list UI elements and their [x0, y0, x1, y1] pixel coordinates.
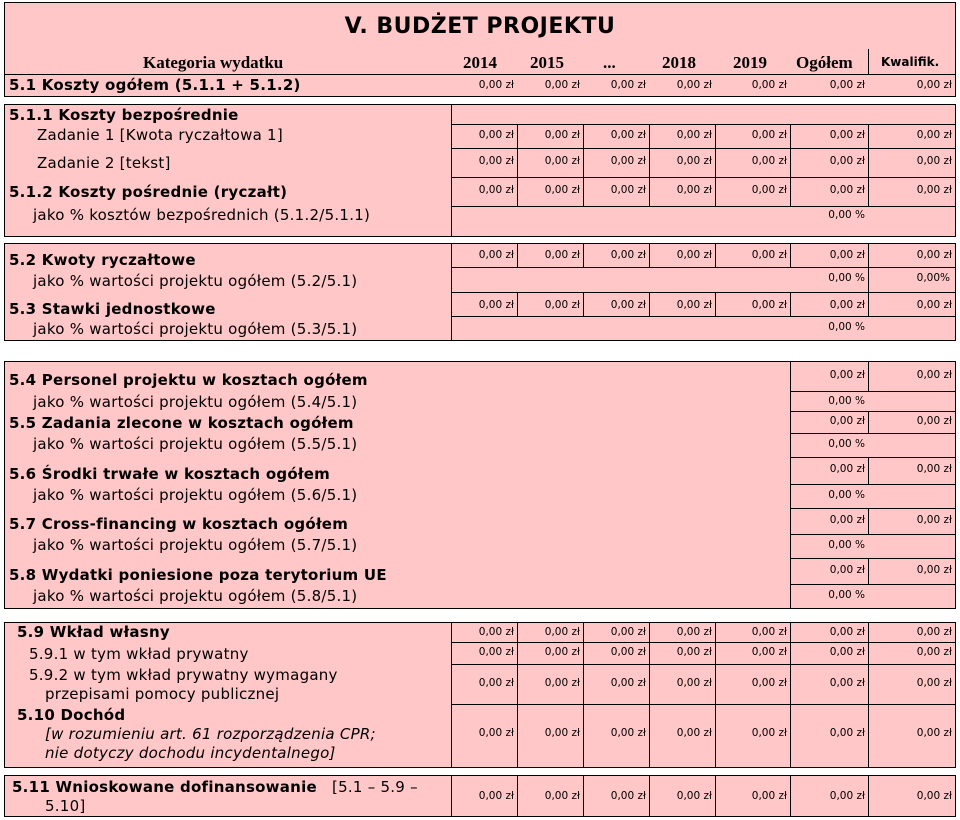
grid-line [790, 411, 956, 412]
value-cell: 0,00 zł [916, 564, 952, 576]
value-cell: 0,00 zł [829, 564, 865, 576]
value-cell: 0,00 zł [916, 415, 952, 427]
grid-line [715, 243, 716, 267]
grid-line [868, 775, 869, 817]
value-cell: 0,00 zł [610, 727, 646, 739]
value-cell: 0,00 zł [829, 415, 865, 427]
grid-line [868, 361, 869, 391]
row-5-10-note-line2: nie dotyczy dochodu incydentalnego] [45, 744, 336, 762]
value-cell: 0,00 zł [916, 626, 952, 638]
value-cell: 0,00 zł [829, 129, 865, 141]
value-cell: 0,00 zł [610, 626, 646, 638]
row-5-1-2-pct-label: jako % kosztów bezpośrednich (5.1.2/5.1.1) [33, 206, 371, 224]
row-5-8-pct-label: jako % wartości projektu ogółem (5.8/5.1) [33, 587, 358, 605]
value-cell: 0,00 zł [478, 249, 514, 261]
value-cell: 0,00 zł [916, 677, 952, 689]
value-cell: 0,00 % [828, 589, 865, 601]
grid-line [868, 508, 869, 534]
grid-line [790, 391, 956, 392]
value-cell: 0,00 zł [544, 79, 580, 91]
value-cell: 0,00 zł [751, 727, 787, 739]
grid-line [451, 267, 956, 268]
value-cell: 0,00 zł [916, 463, 952, 475]
grid-line [451, 622, 452, 768]
value-cell: 0,00 zł [544, 129, 580, 141]
value-cell: 0,00 zł [676, 184, 712, 196]
grid-line [790, 124, 791, 207]
row-5-8-label: 5.8 Wydatki poniesione poza terytorium UE [9, 566, 387, 584]
grid-line [451, 177, 956, 178]
value-cell: 0,00 zł [829, 790, 865, 802]
row-5-5-pct-label: jako % wartości projektu ogółem (5.5/5.1) [33, 435, 358, 453]
value-cell: 0,00 zł [829, 646, 865, 658]
grid-line [451, 704, 956, 705]
row-5-7-pct-label: jako % wartości projektu ogółem (5.7/5.1) [33, 536, 358, 554]
grid-line [868, 292, 869, 316]
grid-line [583, 622, 584, 768]
row-5-9-1-label: 5.9.1 w tym wkład prywatny [29, 645, 249, 663]
value-cell: 0,00 zł [916, 790, 952, 802]
value-cell: 0,00% [916, 272, 950, 284]
value-cell: 0,00 zł [751, 626, 787, 638]
value-cell: 0,00 zł [478, 184, 514, 196]
value-cell: 0,00 zł [751, 184, 787, 196]
value-cell: 0,00 zł [751, 299, 787, 311]
row-5-10-label: 5.10 Dochód [17, 706, 126, 724]
value-cell: 0,00 zł [916, 79, 952, 91]
grid-line [790, 775, 791, 817]
header-total: Ogółem [796, 53, 853, 72]
value-cell: 0,00 zł [610, 299, 646, 311]
value-cell: 0,00 zł [478, 155, 514, 167]
grid-line [715, 775, 716, 817]
value-cell: 0,00 zł [829, 727, 865, 739]
grid-line [868, 457, 869, 484]
row-5-3-pct-label: jako % wartości projektu ogółem (5.3/5.1) [33, 320, 358, 338]
row-5-2-pct-label: jako % wartości projektu ogółem (5.2/5.1) [33, 272, 358, 290]
value-cell: 0,00 zł [676, 646, 712, 658]
grid-line [790, 558, 956, 559]
value-cell: 0,00 zł [610, 677, 646, 689]
value-cell: 0,00 zł [676, 155, 712, 167]
row-5-1-1-label: 5.1.1 Koszty bezpośrednie [9, 106, 239, 124]
value-cell: 0,00 zł [751, 79, 787, 91]
grid-line [451, 124, 956, 125]
value-cell: 0,00 zł [916, 155, 952, 167]
row-5-11-formula-cont: 5.10] [45, 797, 86, 815]
value-cell: 0,00 zł [829, 514, 865, 526]
value-cell: 0,00 zł [676, 79, 712, 91]
row-5-1-2-label: 5.1.2 Koszty pośrednie (ryczałt) [9, 183, 288, 201]
value-cell: 0,00 zł [478, 727, 514, 739]
grid-line [868, 622, 869, 768]
value-cell: 0,00 zł [544, 646, 580, 658]
grid-line [868, 124, 869, 207]
value-cell: 0,00 zł [610, 79, 646, 91]
value-cell: 0,00 zł [478, 626, 514, 638]
value-cell: 0,00 zł [544, 727, 580, 739]
row-5-7-label: 5.7 Cross-financing w kosztach ogółem [9, 515, 349, 533]
grid-line [790, 622, 791, 768]
row-5-5-label: 5.5 Zadania zlecone w kosztach ogółem [9, 414, 354, 432]
value-cell: 0,00 zł [478, 677, 514, 689]
value-cell: 0,00 zł [676, 626, 712, 638]
value-cell: 0,00 zł [916, 646, 952, 658]
header-year-2019: 2019 [733, 53, 767, 72]
header-year-2018: 2018 [662, 53, 696, 72]
row-5-3-label: 5.3 Stawki jednostkowe [9, 300, 216, 318]
row-5-9-2-label-line1: 5.9.2 w tym wkład prywatny wymagany [29, 666, 338, 684]
grid-line [715, 292, 716, 316]
value-cell: 0,00 zł [676, 790, 712, 802]
value-cell: 0,00 zł [751, 155, 787, 167]
row-5-4-pct-label: jako % wartości projektu ogółem (5.4/5.1) [33, 393, 358, 411]
header-qualification: Kwalifik. [881, 55, 940, 69]
value-cell: 0,00 zł [676, 249, 712, 261]
row-5-11-label: 5.11 Wnioskowane dofinansowanie [12, 778, 317, 796]
row-5-11-formula: [5.1 – 5.9 – [332, 778, 418, 796]
value-cell: 0,00 % [828, 321, 865, 333]
row-5-10-note-line1: [w rozumieniu art. 61 rozporządzenia CPR; [45, 725, 376, 743]
value-cell: 0,00 zł [751, 249, 787, 261]
grid-line [868, 558, 869, 584]
row-zadanie-1-label: Zadanie 1 [Kwota ryczałtowa 1] [37, 126, 283, 144]
value-cell: 0,00 zł [478, 790, 514, 802]
grid-line [451, 206, 956, 207]
value-cell: 0,00 % [828, 489, 865, 501]
grid-line [790, 433, 956, 434]
value-cell: 0,00 zł [751, 677, 787, 689]
value-cell: 0,00 zł [478, 299, 514, 311]
header-year-2015: 2015 [530, 53, 564, 72]
grid-line [790, 584, 956, 585]
value-cell: 0,00 zł [676, 727, 712, 739]
value-cell: 0,00 zł [676, 299, 712, 311]
value-cell: 0,00 zł [829, 184, 865, 196]
value-cell: 0,00 zł [610, 790, 646, 802]
value-cell: 0,00 zł [751, 129, 787, 141]
grid-line [451, 316, 956, 317]
value-cell: 0,00 % [828, 272, 865, 284]
value-cell: 0,00 zł [829, 79, 865, 91]
value-cell: 0,00 zł [610, 249, 646, 261]
grid-line [868, 411, 869, 433]
value-cell: 0,00 zł [544, 184, 580, 196]
value-cell: 0,00 zł [829, 155, 865, 167]
header-year-2014: 2014 [463, 53, 497, 72]
value-cell: 0,00 zł [610, 155, 646, 167]
value-cell: 0,00 zł [478, 646, 514, 658]
header-divider [4, 74, 956, 75]
row-zadanie-2-label: Zadanie 2 [tekst] [37, 154, 171, 172]
value-cell: 0,00 zł [544, 626, 580, 638]
grid-line [790, 243, 791, 267]
value-cell: 0,00 zł [829, 369, 865, 381]
grid-line [790, 457, 956, 458]
value-cell: 0,00 zł [676, 129, 712, 141]
value-cell: 0,00 zł [544, 790, 580, 802]
value-cell: 0,00 zł [829, 463, 865, 475]
value-cell: 0,00 zł [916, 727, 952, 739]
grid-line [451, 664, 956, 665]
page-title: V. BUDŻET PROJEKTU [344, 14, 616, 39]
value-cell: 0,00 zł [544, 249, 580, 261]
grid-line [790, 484, 956, 485]
grid-line [790, 292, 791, 316]
value-cell: 0,00 zł [829, 677, 865, 689]
row-5-2-label: 5.2 Kwoty ryczałtowe [9, 251, 196, 269]
grid-line [451, 292, 956, 293]
value-cell: 0,00 zł [829, 299, 865, 311]
header-category: Kategoria wydatku [143, 53, 284, 72]
value-cell: 0,00 % [828, 209, 865, 221]
row-5-9-label: 5.9 Wkład własny [17, 623, 170, 641]
grid-line [790, 508, 956, 509]
value-cell: 0,00 zł [916, 299, 952, 311]
value-cell: 0,00 zł [478, 129, 514, 141]
grid-line [451, 148, 956, 149]
row-5-4-label: 5.4 Personel projektu w kosztach ogółem [9, 371, 368, 389]
row-5-1-label: 5.1 Koszty ogółem (5.1.1 + 5.1.2) [9, 76, 301, 94]
value-cell: 0,00 zł [916, 369, 952, 381]
value-cell: 0,00 zł [751, 790, 787, 802]
value-cell: 0,00 % [828, 438, 865, 450]
value-cell: 0,00 zł [829, 249, 865, 261]
value-cell: 0,00 zł [478, 79, 514, 91]
header-year-ellipsis: ... [603, 53, 616, 72]
row-5-6-label: 5.6 Środki trwałe w kosztach ogółem [9, 465, 331, 483]
value-cell: 0,00 zł [916, 249, 952, 261]
row-5-9-2-label-line2: przepisami pomocy publicznej [45, 685, 280, 703]
grid-line [790, 534, 956, 535]
value-cell: 0,00 zł [916, 514, 952, 526]
value-cell: 0,00 zł [610, 184, 646, 196]
value-cell: 0,00 zł [751, 646, 787, 658]
grid-line [649, 622, 650, 768]
grid-line [715, 124, 716, 207]
value-cell: 0,00 zł [544, 299, 580, 311]
value-cell: 0,00 zł [829, 626, 865, 638]
grid-line [451, 642, 956, 643]
grid-line [715, 622, 716, 768]
value-cell: 0,00 zł [676, 677, 712, 689]
grid-line [517, 622, 518, 768]
value-cell: 0,00 % [828, 539, 865, 551]
value-cell: 0,00 zł [544, 677, 580, 689]
value-cell: 0,00 zł [610, 646, 646, 658]
value-cell: 0,00 zł [916, 184, 952, 196]
value-cell: 0,00 zł [916, 129, 952, 141]
row-5-6-pct-label: jako % wartości projektu ogółem (5.6/5.1) [33, 486, 358, 504]
value-cell: 0,00 zł [610, 129, 646, 141]
header-col-line [868, 49, 869, 74]
value-cell: 0,00 % [828, 395, 865, 407]
value-cell: 0,00 zł [544, 155, 580, 167]
